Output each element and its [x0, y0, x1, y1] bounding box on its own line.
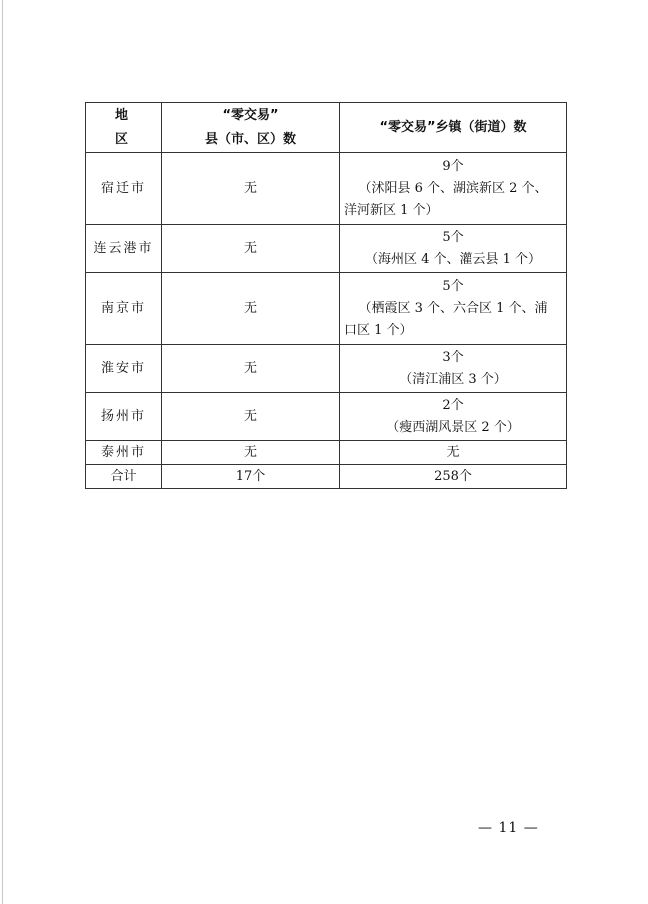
header-county-line2: 县（市、区）数 — [204, 131, 296, 147]
table-row — [86, 441, 567, 465]
table-row — [86, 273, 567, 345]
table-row — [86, 153, 567, 225]
region-cell: 淮安市 — [86, 345, 162, 393]
town-detail-line1: （海州区 4 个、灌云县 1 个） — [364, 251, 542, 267]
town-detail-line1: （清江浦区 3 个） — [399, 371, 507, 387]
table-row — [86, 225, 567, 273]
table-header-row — [86, 103, 567, 153]
county-cell: 无 — [162, 441, 340, 465]
town-detail-line1: （栖霞区 3 个、六合区 1 个、浦 — [358, 300, 548, 316]
town-cell — [340, 273, 567, 345]
header-county — [162, 103, 340, 153]
region-cell: 南京市 — [86, 273, 162, 345]
town-count: 5个 — [442, 278, 464, 294]
town-count: 9个 — [442, 158, 464, 174]
region-cell: 宿迁市 — [86, 153, 162, 225]
page-edge-line — [2, 0, 3, 904]
county-cell: 无 — [162, 153, 340, 225]
page-number: — 11 — — [478, 820, 539, 836]
county-cell: 无 — [162, 273, 340, 345]
header-county-line1: “零交易” — [222, 107, 279, 123]
town-cell — [340, 153, 567, 225]
table-row — [86, 393, 567, 441]
table-total-row — [86, 465, 567, 489]
zero-transaction-table — [85, 102, 567, 489]
header-region: 地 区 — [86, 103, 162, 153]
region-cell: 泰州市 — [86, 441, 162, 465]
header-town: “零交易”乡镇（街道）数 — [340, 103, 567, 153]
total-label: 合计 — [86, 465, 162, 489]
region-cell: 连云港市 — [86, 225, 162, 273]
region-cell: 扬州市 — [86, 393, 162, 441]
town-count: 5个 — [442, 229, 464, 245]
town-cell — [340, 393, 567, 441]
county-cell: 无 — [162, 345, 340, 393]
town-detail-line2: 洋河新区 1 个） — [344, 202, 439, 218]
town-cell: 无 — [340, 441, 567, 465]
town-count: 2个 — [442, 397, 464, 413]
town-detail-line1: （瘦西湖风景区 2 个） — [386, 419, 520, 435]
table-row — [86, 345, 567, 393]
town-cell — [340, 345, 567, 393]
total-town: 258个 — [340, 465, 567, 489]
total-county: 17个 — [162, 465, 340, 489]
town-detail-line2: 口区 1 个） — [344, 322, 413, 338]
town-cell — [340, 225, 567, 273]
county-cell: 无 — [162, 393, 340, 441]
county-cell: 无 — [162, 225, 340, 273]
town-count: 3个 — [442, 349, 464, 365]
town-detail-line1: （沭阳县 6 个、湖滨新区 2 个、 — [358, 180, 548, 196]
